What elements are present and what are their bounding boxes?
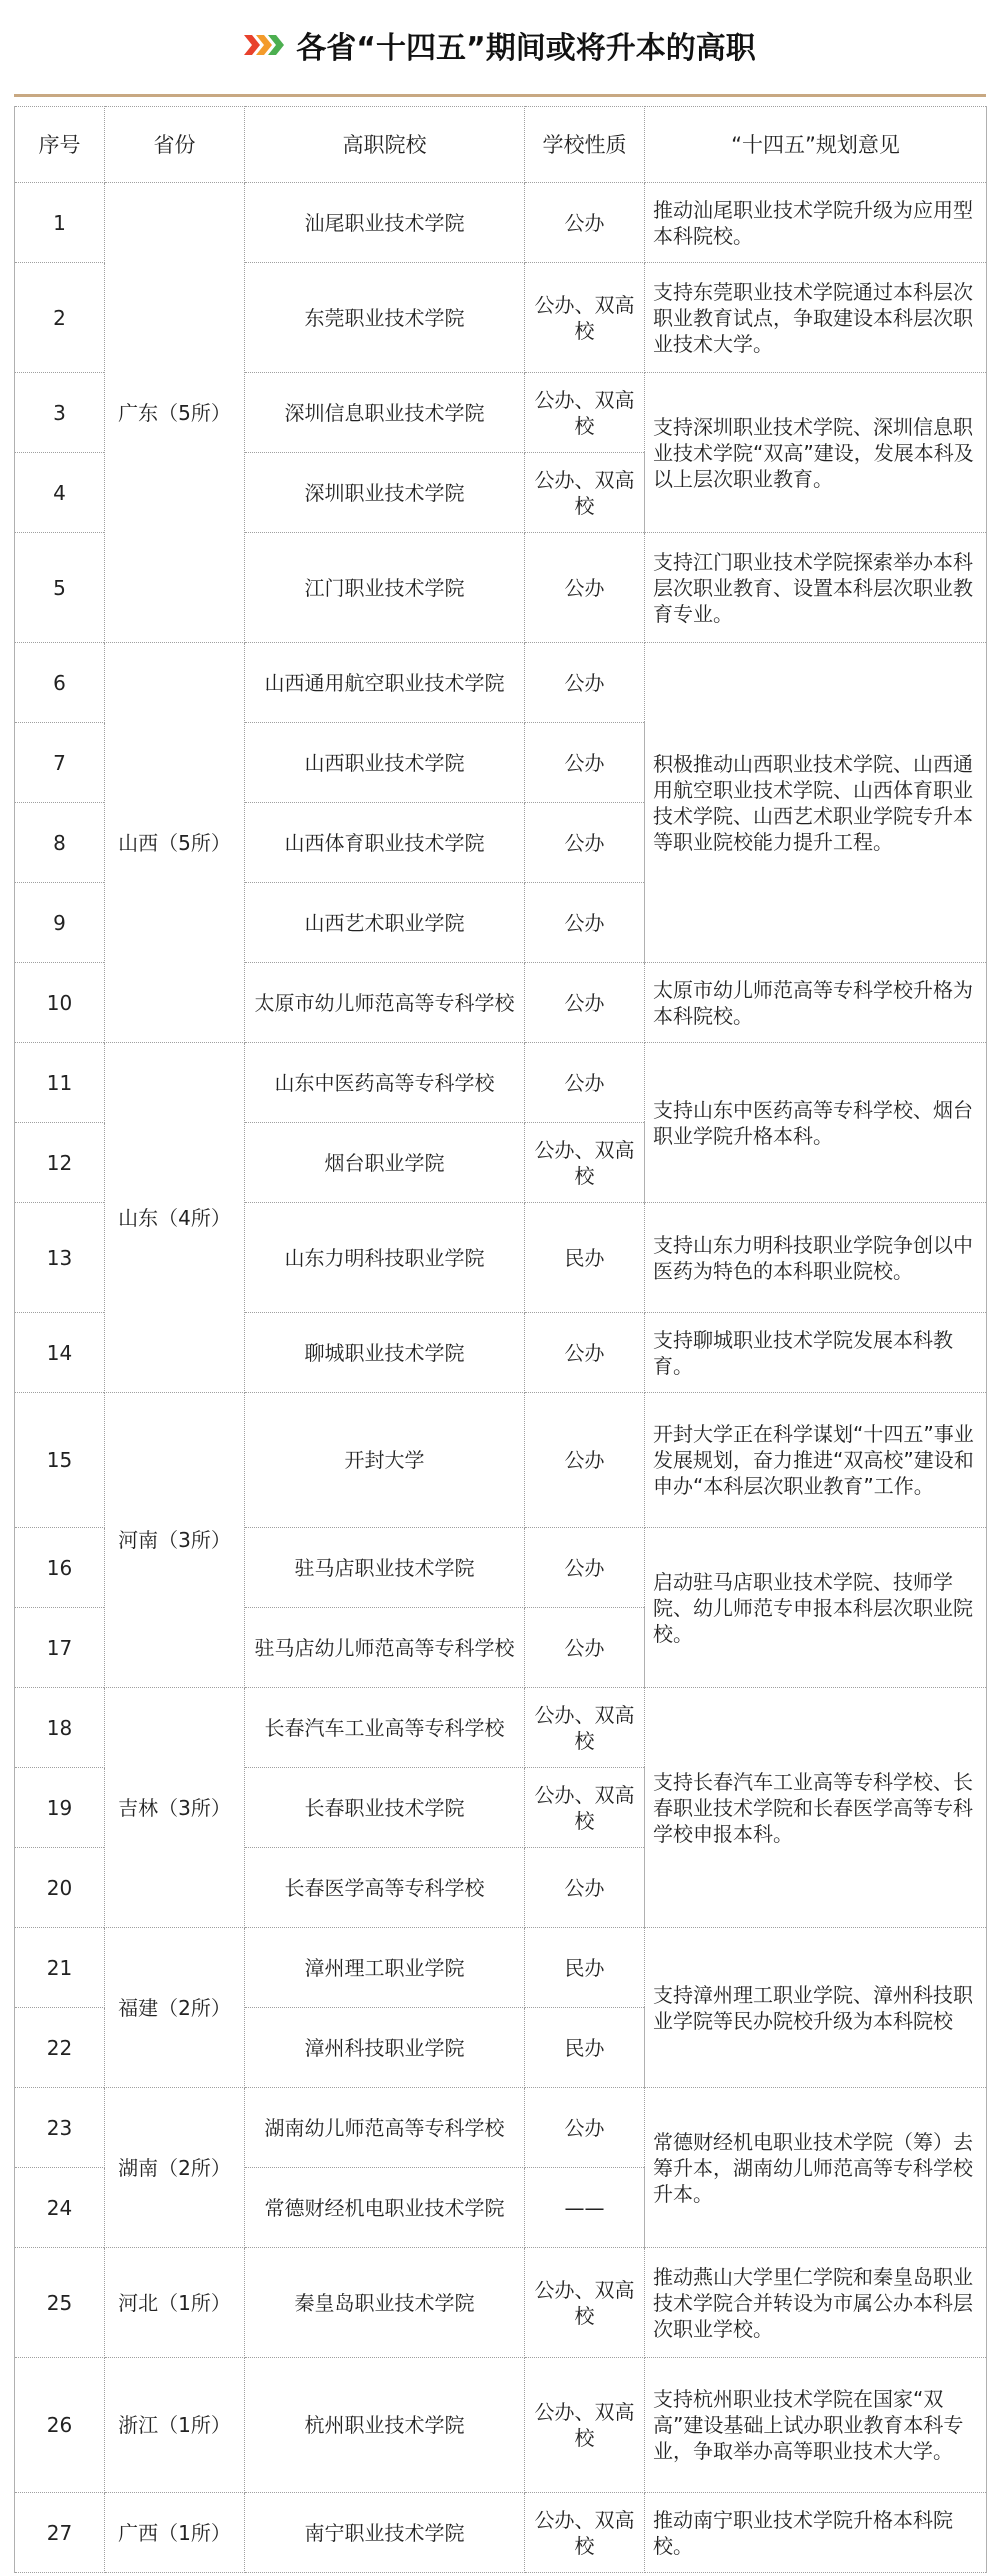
school-name: 东莞职业技术学院 <box>245 263 525 373</box>
table-row <box>15 183 987 263</box>
row-number: 12 <box>15 1123 105 1203</box>
header-school: 高职院校 <box>245 107 525 183</box>
school-name: 山西职业技术学院 <box>245 723 525 803</box>
row-number: 3 <box>15 373 105 453</box>
table-row <box>15 643 987 723</box>
opinion-cell: 启动驻马店职业技术学院、技师学院、幼儿师范专申报本科层次职业院校。 <box>645 1528 987 1688</box>
chevrons-icon <box>244 32 286 58</box>
opinion-cell: 开封大学正在科学谋划“十四五”事业发展规划，奋力推进“双高校”建设和申办“本科层次职业教育”工作。 <box>645 1393 987 1528</box>
province-cell: 浙江（1所） <box>105 2358 245 2493</box>
school-nature: 民办 <box>525 2008 645 2088</box>
schools-table <box>14 106 987 2573</box>
province-cell: 山东（4所） <box>105 1043 245 1393</box>
school-name: 驻马店幼儿师范高等专科学校 <box>245 1608 525 1688</box>
school-nature: 公办 <box>525 1848 645 1928</box>
school-nature: 公办、双高校 <box>525 373 645 453</box>
page-title <box>0 20 1000 70</box>
row-number: 10 <box>15 963 105 1043</box>
school-name: 山西艺术职业学院 <box>245 883 525 963</box>
opinion-cell: 支持江门职业技术学院探索举办本科层次职业教育、设置本科层次职业教育专业。 <box>645 533 987 643</box>
row-number: 26 <box>15 2358 105 2493</box>
school-name: 烟台职业学院 <box>245 1123 525 1203</box>
row-number: 23 <box>15 2088 105 2168</box>
school-nature: 公办、双高校 <box>525 263 645 373</box>
school-nature: 公办、双高校 <box>525 2248 645 2358</box>
school-name: 漳州理工职业学院 <box>245 1928 525 2008</box>
table-row <box>15 1928 987 2008</box>
row-number: 2 <box>15 263 105 373</box>
school-name: 山东中医药高等专科学校 <box>245 1043 525 1123</box>
school-name: 汕尾职业技术学院 <box>245 183 525 263</box>
school-nature: 公办、双高校 <box>525 1768 645 1848</box>
header-nature: 学校性质 <box>525 107 645 183</box>
school-nature: 公办 <box>525 1528 645 1608</box>
school-nature: 公办 <box>525 803 645 883</box>
row-number: 1 <box>15 183 105 263</box>
school-nature: 公办 <box>525 1043 645 1123</box>
province-cell: 山西（5所） <box>105 643 245 1043</box>
opinion-cell: 太原市幼儿师范高等专科学校升格为本科院校。 <box>645 963 987 1043</box>
province-cell: 广东（5所） <box>105 183 245 643</box>
school-nature: 公办 <box>525 1393 645 1528</box>
school-name: 长春职业技术学院 <box>245 1768 525 1848</box>
school-name: 杭州职业技术学院 <box>245 2358 525 2493</box>
row-number: 22 <box>15 2008 105 2088</box>
school-name: 太原市幼儿师范高等专科学校 <box>245 963 525 1043</box>
header-no: 序号 <box>15 107 105 183</box>
school-nature: 公办 <box>525 1608 645 1688</box>
opinion-cell: 支持长春汽车工业高等专科学校、长春职业技术学院和长春医学高等专科学校申报本科。 <box>645 1688 987 1928</box>
school-nature: 民办 <box>525 1203 645 1313</box>
school-name: 深圳信息职业技术学院 <box>245 373 525 453</box>
school-name: 聊城职业技术学院 <box>245 1313 525 1393</box>
row-number: 15 <box>15 1393 105 1528</box>
school-name: 长春医学高等专科学校 <box>245 1848 525 1928</box>
school-name: 山东力明科技职业学院 <box>245 1203 525 1313</box>
school-name: 深圳职业技术学院 <box>245 453 525 533</box>
school-nature: 公办 <box>525 183 645 263</box>
row-number: 17 <box>15 1608 105 1688</box>
school-nature: 公办 <box>525 963 645 1043</box>
province-cell: 广西（1所） <box>105 2493 245 2573</box>
opinion-cell: 常德财经机电职业技术学院（筹）去筹升本，湖南幼儿师范高等专科学校升本。 <box>645 2088 987 2248</box>
province-cell: 湖南（2所） <box>105 2088 245 2248</box>
row-number: 27 <box>15 2493 105 2573</box>
school-nature: 公办 <box>525 2088 645 2168</box>
school-nature: 公办 <box>525 723 645 803</box>
opinion-cell: 推动汕尾职业技术学院升级为应用型本科院校。 <box>645 183 987 263</box>
opinion-cell: 推动南宁职业技术学院升格本科院校。 <box>645 2493 987 2573</box>
school-name: 漳州科技职业学院 <box>245 2008 525 2088</box>
row-number: 24 <box>15 2168 105 2248</box>
school-nature: —— <box>525 2168 645 2248</box>
row-number: 16 <box>15 1528 105 1608</box>
school-nature: 公办 <box>525 533 645 643</box>
school-name: 湖南幼儿师范高等专科学校 <box>245 2088 525 2168</box>
table-row <box>15 1688 987 1768</box>
opinion-cell: 积极推动山西职业技术学院、山西通用航空职业技术学院、山西体育职业技术学院、山西艺术职业学院专升本等职业院校能力提升工程。 <box>645 643 987 963</box>
opinion-cell: 支持深圳职业技术学院、深圳信息职业技术学院“双高”建设，发展本科及以上层次职业教育。 <box>645 373 987 533</box>
row-number: 25 <box>15 2248 105 2358</box>
row-number: 5 <box>15 533 105 643</box>
row-number: 8 <box>15 803 105 883</box>
school-nature: 公办、双高校 <box>525 2358 645 2493</box>
opinion-cell: 推动燕山大学里仁学院和秦皇岛职业技术学院合并转设为市属公办本科层次职业学校。 <box>645 2248 987 2358</box>
row-number: 13 <box>15 1203 105 1313</box>
title-divider <box>14 94 986 97</box>
row-number: 6 <box>15 643 105 723</box>
opinion-cell: 支持漳州理工职业学院、漳州科技职业学院等民办院校升级为本科院校 <box>645 1928 987 2088</box>
row-number: 4 <box>15 453 105 533</box>
province-cell: 河南（3所） <box>105 1393 245 1688</box>
school-name: 常德财经机电职业技术学院 <box>245 2168 525 2248</box>
row-number: 11 <box>15 1043 105 1123</box>
table-row <box>15 1393 987 1528</box>
table-row <box>15 1043 987 1123</box>
opinion-cell: 支持聊城职业技术学院发展本科教育。 <box>645 1313 987 1393</box>
school-nature: 公办、双高校 <box>525 2493 645 2573</box>
table-row <box>15 2493 987 2573</box>
header-opinion: “十四五”规划意见 <box>645 107 987 183</box>
table-row <box>15 2248 987 2358</box>
school-nature: 公办 <box>525 643 645 723</box>
opinion-cell: 支持山东中医药高等专科学校、烟台职业学院升格本科。 <box>645 1043 987 1203</box>
school-nature: 公办、双高校 <box>525 1688 645 1768</box>
school-name: 开封大学 <box>245 1393 525 1528</box>
table-row <box>15 2358 987 2493</box>
school-nature: 民办 <box>525 1928 645 2008</box>
province-cell: 吉林（3所） <box>105 1688 245 1928</box>
table-row <box>15 2088 987 2168</box>
province-cell: 福建（2所） <box>105 1928 245 2088</box>
opinion-cell: 支持东莞职业技术学院通过本科层次职业教育试点，争取建设本科层次职业技术大学。 <box>645 263 987 373</box>
row-number: 18 <box>15 1688 105 1768</box>
row-number: 7 <box>15 723 105 803</box>
school-nature: 公办、双高校 <box>525 453 645 533</box>
school-name: 山西通用航空职业技术学院 <box>245 643 525 723</box>
row-number: 21 <box>15 1928 105 2008</box>
school-nature: 公办 <box>525 883 645 963</box>
row-number: 14 <box>15 1313 105 1393</box>
row-number: 9 <box>15 883 105 963</box>
school-name: 驻马店职业技术学院 <box>245 1528 525 1608</box>
school-name: 山西体育职业技术学院 <box>245 803 525 883</box>
opinion-cell: 支持杭州职业技术学院在国家“双高”建设基础上试办职业教育本科专业，争取举办高等职业技术大学。 <box>645 2358 987 2493</box>
school-nature: 公办 <box>525 1313 645 1393</box>
school-name: 南宁职业技术学院 <box>245 2493 525 2573</box>
row-number: 19 <box>15 1768 105 1848</box>
opinion-cell: 支持山东力明科技职业学院争创以中医药为特色的本科职业院校。 <box>645 1203 987 1313</box>
title-text: 各省“十四五”期间或将升本的高职 <box>296 31 756 66</box>
row-number: 20 <box>15 1848 105 1928</box>
school-name: 秦皇岛职业技术学院 <box>245 2248 525 2358</box>
table-header-row <box>15 107 987 183</box>
header-province: 省份 <box>105 107 245 183</box>
school-name: 长春汽车工业高等专科学校 <box>245 1688 525 1768</box>
province-cell: 河北（1所） <box>105 2248 245 2358</box>
school-nature: 公办、双高校 <box>525 1123 645 1203</box>
school-name: 江门职业技术学院 <box>245 533 525 643</box>
